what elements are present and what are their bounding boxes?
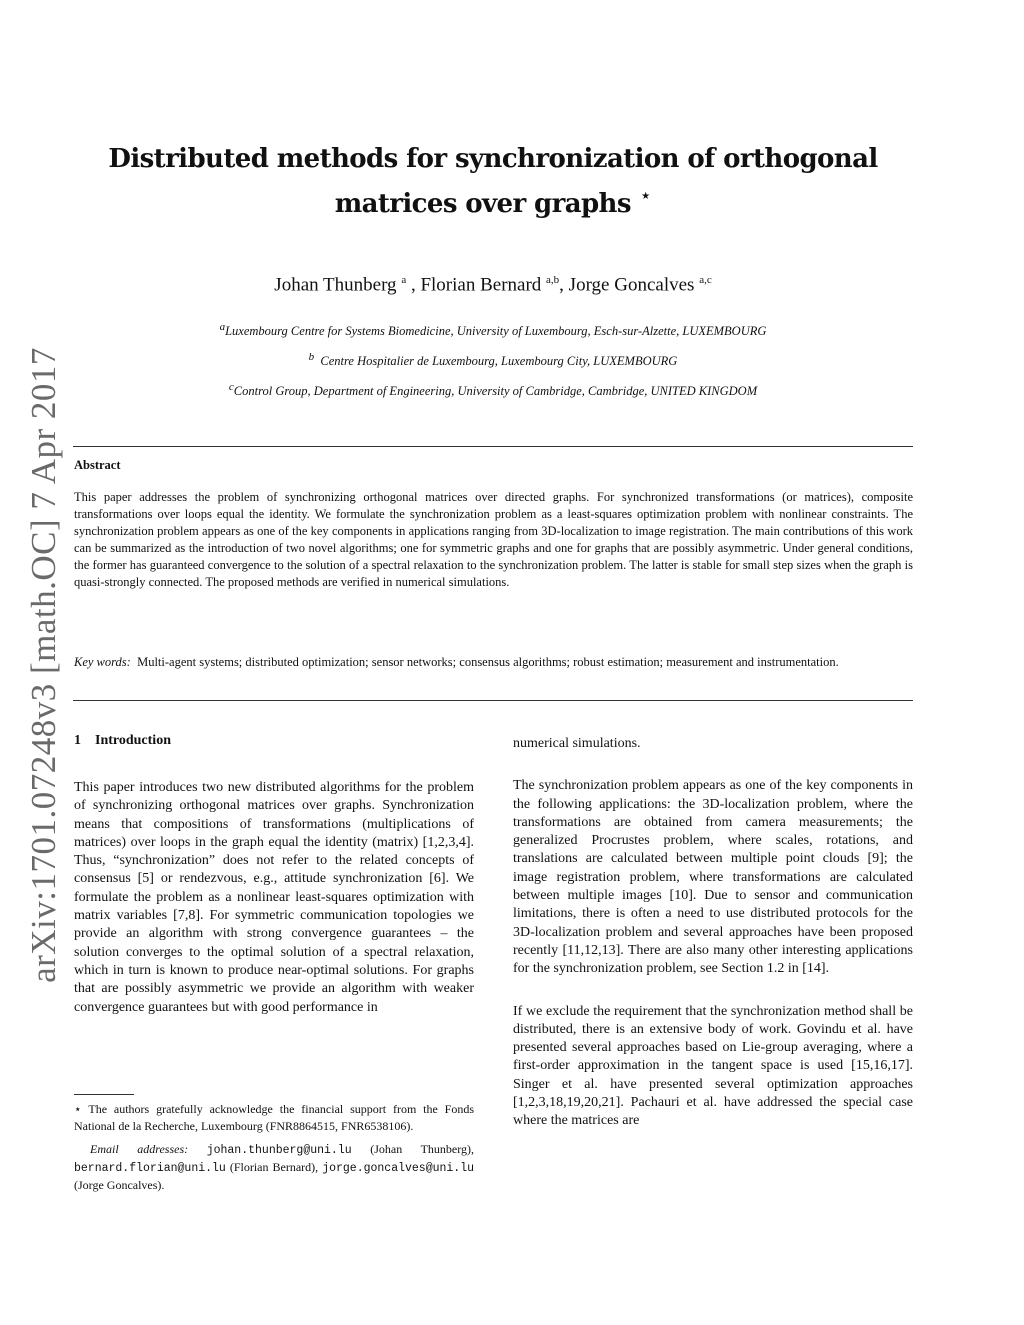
- paper-title: [100, 141, 886, 222]
- keywords: [74, 654, 913, 671]
- footnote: [74, 1101, 474, 1194]
- email-owner: (Jorge Goncalves): [74, 1178, 162, 1192]
- email-owner: (Florian Bernard): [229, 1160, 316, 1174]
- section-title: Introduction: [95, 733, 171, 748]
- affiliation-text: Centre Hospitalier de Luxembourg, Luxembourg City, LUXEMBOURG: [320, 354, 678, 369]
- affiliation: [100, 321, 886, 339]
- author-name: Johan Thunberg: [274, 274, 397, 296]
- right-column: [513, 735, 913, 1131]
- author-list: Johan Thunberg $^a$ , Florian Bernard $^{a,b}$, Jorge Goncalves $^{a,c}$: [274, 274, 712, 296]
- title-line-2-text: matrices over graphs: [334, 189, 631, 219]
- footnote-funding: [74, 1101, 474, 1135]
- abstract-text: This paper addresses the problem of synchronizing orthogonal matrices over directed graphs. For synchronized transformations (or matrices), composite transformations over loops equal the identity. We formulate the synchronization problem as a least-squares optimization problem with nonlinear constraints. The synchronization problem appears as one of the key components in applications ranging from 3D-localization to image registration. The main contributions of this work can be summarized as the introduction of two novel algorithms; one for symmetric graphs and one for graphs that are possibly asymmetric. Under general conditions, the former has guaranteed convergence to the solution of a spectral relaxation to the synchronization problem. The latter is stable for small step sizes when the graph is quasi-strongly connected. The proposed methods are verified in numerical simulations.: [74, 490, 913, 589]
- abstract-heading: Abstract: [74, 458, 121, 472]
- abstract-top-rule: [73, 446, 913, 447]
- affiliation-mark: c: [228, 381, 234, 393]
- body-paragraph: This paper introduces two new distributed algorithms for the problem of synchronizing orthogonal matrices over graphs. Synchronization means that compositions of transformations (multiplications of matrices) over loops in the graph equal the identity (matrix) [1,2,3,4]. Thus, “synchronization” does not refer to the related concepts of consensus [5] or rendezvous, e.g., attitude synchronization [6]. We formulate the problem as a nonlinear least-squares optimization with matrix variables [7,8]. For symmetric communication topologies we provide an algorithm with strong convergence guarantees – the solution converges to the optimal solution of a spectral relaxation, which in turn is known to produce near-optimal solutions. For graphs that are possibly asymmetric we provide an algorithm with weaker convergence guarantees but with good performance in: [74, 780, 474, 1015]
- section-number: 1: [74, 733, 81, 748]
- keywords-label: Key words:: [74, 655, 131, 669]
- keywords-text: Multi-agent systems; distributed optimization; sensor networks; consensus algorithms; robust estimation; measurement and instrumentation.: [137, 655, 839, 669]
- affiliation: [100, 381, 886, 399]
- left-column: [74, 779, 474, 1017]
- email-link[interactable]: jorge.goncalves@uni.lu: [322, 1162, 475, 1175]
- affiliation-text: Control Group, Department of Engineering, University of Cambridge, Cambridge, UNITED KINGDOM: [233, 384, 758, 399]
- email-link[interactable]: bernard.florian@uni.lu: [74, 1162, 226, 1175]
- email-owner: (Johan Thunberg): [370, 1142, 471, 1156]
- footnote-emails: Email addresses: johan.thunberg@uni.lu (Johan Thunberg), bernard.florian@uni.lu (Florian Bernard), jorge.goncalves@uni.lu (Jorge Goncalves).: [74, 1142, 475, 1192]
- author-name: Jorge Goncalves: [568, 274, 695, 296]
- footnote-star: ⋆: [74, 1102, 82, 1116]
- body-paragraph: The synchronization problem appears as one of the key components in the following applications: the 3D-localization problem, where the transformations are obtained from camera measurements; the generalized Procrustes problem, where scales, rotations, and translations are calculated between multiple point clouds [9]; the image registration problem, where transformations are calculated between multiple images [10]. Due to sensor and communication limitations, there is often a need to use distributed protocols for the 3D-localization problem and several approaches have been proposed recently [11,12,13]. There are also many other interesting applications for the synchronization problem, see Section 1.2 in [14].: [513, 778, 913, 977]
- title-footnote-star: ⋆: [639, 183, 652, 207]
- affiliation-mark: b: [308, 351, 315, 363]
- footnote-rule: [74, 1094, 134, 1095]
- author-name: Florian Bernard: [420, 274, 542, 296]
- title-line-1: Distributed methods for synchronization of orthogonal: [108, 144, 878, 174]
- affiliation-mark: a: [219, 321, 226, 333]
- footnote-funding-text: The authors gratefully acknowledge the financial support from the Fonds National de la Recherche, Luxembourg (FNR8864515, FNR6538106).: [74, 1102, 474, 1133]
- email-link[interactable]: johan.thunberg@uni.lu: [206, 1144, 352, 1157]
- title-line-2: [100, 177, 886, 222]
- section-heading: [74, 733, 171, 749]
- author-affiliation-mark: a: [401, 274, 407, 286]
- body-paragraph: If we exclude the requirement that the synchronization method shall be distributed, there is an extensive body of work. Govindu et al. have presented several approaches based on Lie-group averaging, where a first-order approximation in the tangent space is used [15,16,17]. Singer et al. have presented several optimization approaches [1,2,3,18,19,20,21]. Pachauri et al. have addressed the special case where the matrices are: [513, 1003, 913, 1129]
- arxiv-identifier: arXiv:1701.07248v3 [math.OC] 7 Apr 2017: [24, 347, 63, 983]
- author-affiliation-mark: a,c: [699, 274, 712, 286]
- affiliation-text: Luxembourg Centre for Systems Biomedicine, University of Luxembourg, Esch-sur-Alzette, LUXEMBOURG: [225, 324, 767, 339]
- author-affiliation-mark: a,b: [546, 274, 560, 286]
- abstract-bottom-rule: [73, 700, 913, 701]
- body-paragraph: numerical simulations.: [513, 736, 641, 751]
- affiliation: [100, 351, 886, 369]
- email-label: Email addresses:: [90, 1142, 189, 1156]
